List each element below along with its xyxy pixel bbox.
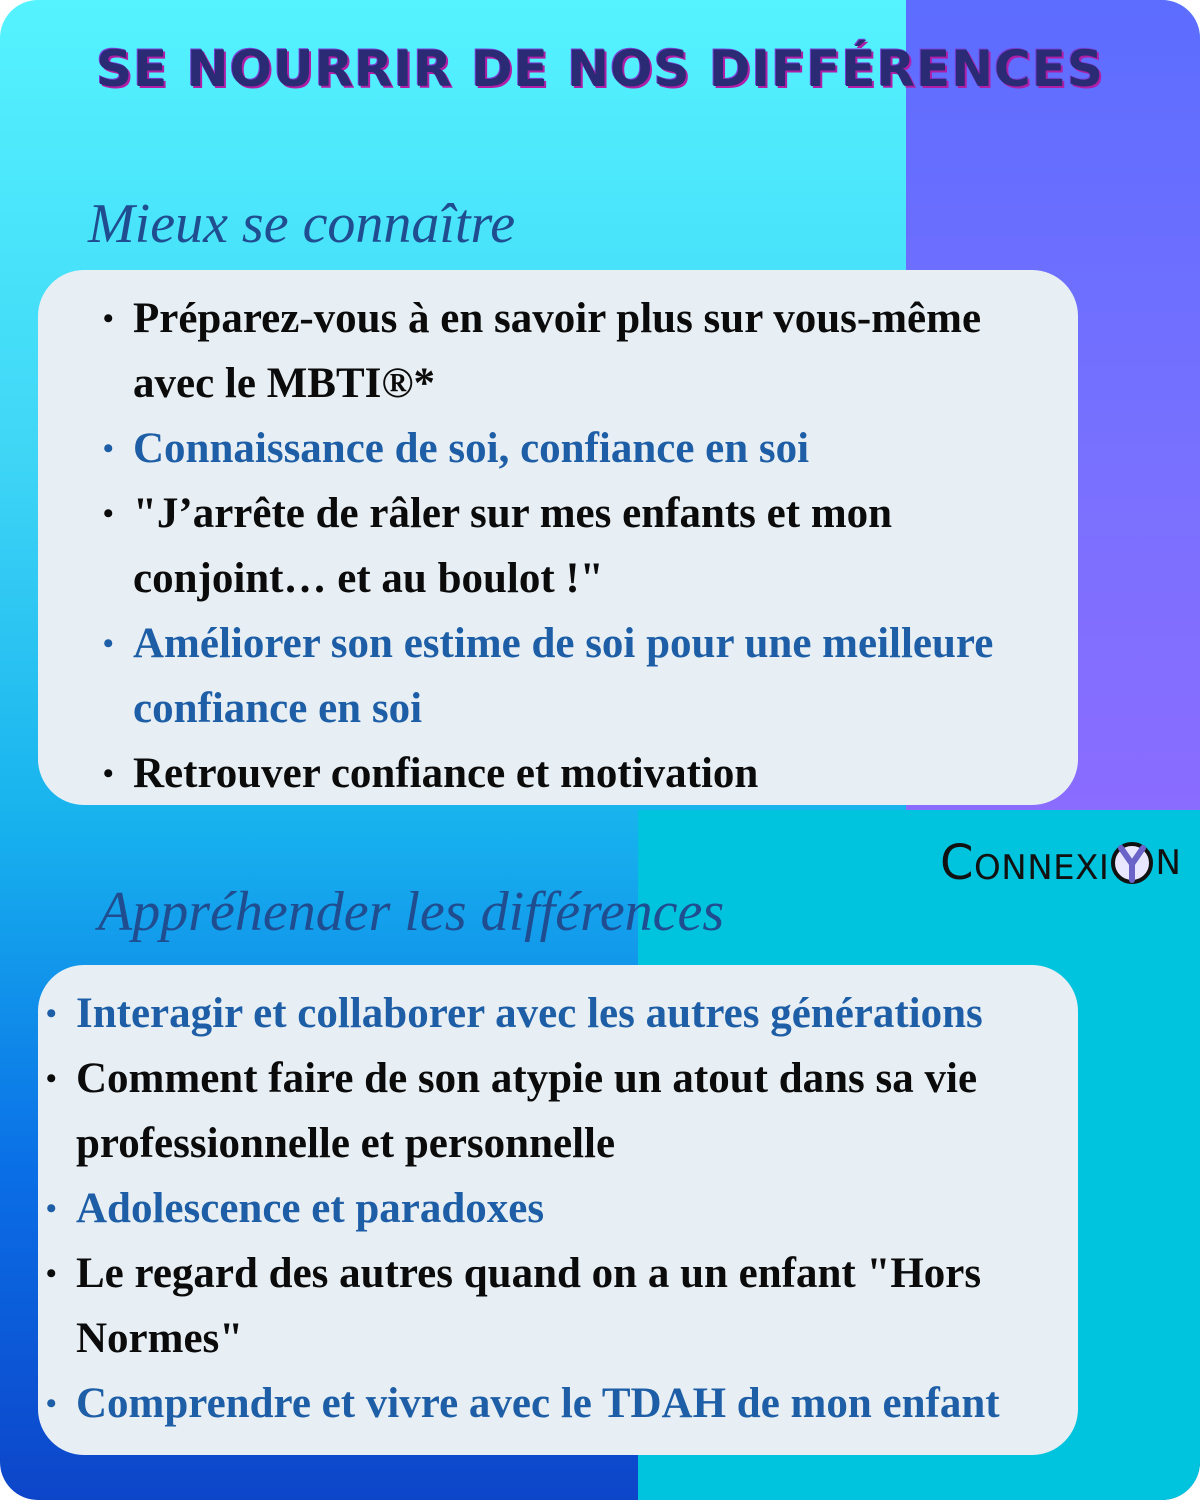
item-line: Interagir et collaborer avec les autres générations <box>76 990 983 1037</box>
section2-card <box>38 965 1078 1455</box>
item-line: Comprendre et vivre avec le TDAH de mon enfant <box>76 1380 1000 1427</box>
item-line: Le regard des autres quand on a un enfant "Hors <box>76 1250 982 1297</box>
logo-text: CONNEXI <box>940 835 1110 891</box>
logo-text-end: N <box>1155 843 1182 883</box>
page-title: SE NOURRIR DE NOS DIFFÉRENCES <box>96 40 1104 98</box>
item-line: Préparez-vous à en savoir plus sur vous-même <box>133 295 982 342</box>
item-line: Retrouver confiance et motivation <box>133 750 759 797</box>
connexion-logo <box>940 835 1182 891</box>
bullet-icon: • <box>103 627 114 660</box>
item-line: Comment faire de son atypie un atout dans sa vie <box>76 1055 978 1102</box>
item-line: Normes" <box>76 1315 244 1362</box>
section1-list <box>103 286 1068 806</box>
bullet-icon: • <box>46 1192 57 1225</box>
list-item <box>46 1241 1076 1371</box>
section2-title: Appréhender les différences <box>98 881 725 943</box>
item-line: Adolescence et paradoxes <box>76 1185 545 1232</box>
list-item <box>103 481 1068 611</box>
section2-list <box>46 981 1076 1436</box>
list-item <box>46 1176 1076 1241</box>
bullet-icon: • <box>46 1387 57 1420</box>
bullet-icon: • <box>46 1257 57 1290</box>
list-item <box>46 981 1076 1046</box>
list-item <box>103 286 1068 416</box>
bullet-icon: • <box>46 997 57 1030</box>
item-line: Connaissance de soi, confiance en soi <box>133 425 810 472</box>
item-line: confiance en soi <box>133 685 423 732</box>
section1-card <box>38 270 1078 805</box>
bullet-icon: • <box>103 302 114 335</box>
list-item <box>46 1371 1076 1436</box>
list-item <box>103 611 1068 741</box>
bullet-icon: • <box>103 757 114 790</box>
item-line: "J’arrête de râler sur mes enfants et mon <box>133 490 893 537</box>
bullet-icon: • <box>103 497 114 530</box>
list-item <box>46 1046 1076 1176</box>
item-line: professionnelle et personnelle <box>76 1120 616 1167</box>
bullet-icon: • <box>103 432 114 465</box>
section1-title: Mieux se connaître <box>88 193 516 255</box>
item-line: Améliorer son estime de soi pour une meilleure <box>133 620 994 667</box>
list-item <box>103 741 1068 806</box>
bullet-icon: • <box>46 1062 57 1095</box>
item-line: avec le MBTI®* <box>133 360 436 407</box>
list-item <box>103 416 1068 481</box>
item-line: conjoint… et au boulot !" <box>133 555 604 602</box>
logo-symbol-icon <box>1109 840 1155 886</box>
